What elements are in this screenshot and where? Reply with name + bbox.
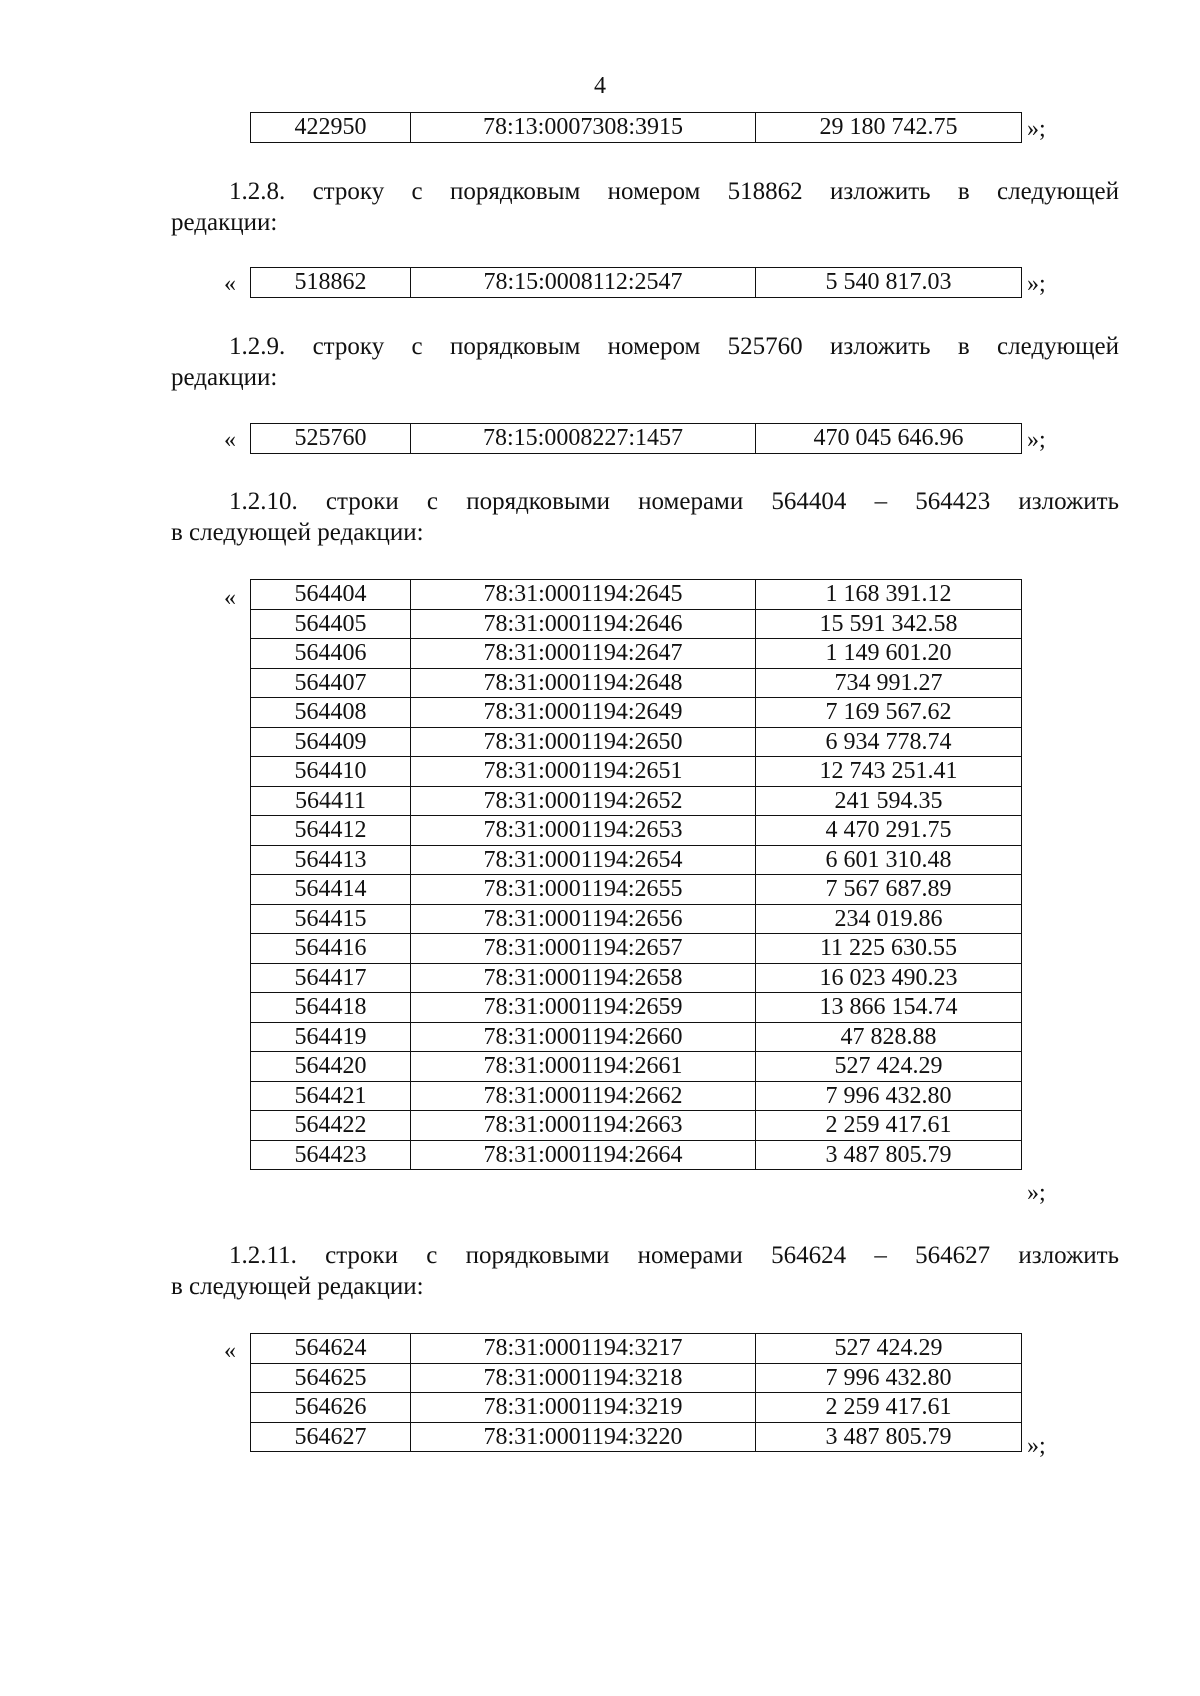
cadastral-number-cell: 78:31:0001194:2653	[411, 816, 756, 846]
table-row	[251, 1111, 1022, 1141]
close-quote: »;	[1027, 1433, 1046, 1459]
table-row	[251, 816, 1022, 846]
cadastral-number-cell: 78:31:0001194:2656	[411, 904, 756, 934]
cadastral-number-cell: 78:31:0001194:2645	[411, 580, 756, 610]
row-number-cell: 518862	[251, 268, 411, 298]
value-cell: 7 169 567.62	[756, 698, 1022, 728]
open-quote: «	[224, 271, 236, 297]
table-row	[251, 934, 1022, 964]
table-1-2-10	[250, 579, 1022, 1170]
cadastral-number-cell: 78:31:0001194:2663	[411, 1111, 756, 1141]
value-cell: 3 487 805.79	[756, 1140, 1022, 1170]
row-number-cell: 564627	[251, 1422, 411, 1452]
close-quote: »;	[1027, 427, 1046, 453]
row-number-cell: 564407	[251, 668, 411, 698]
table-row	[251, 786, 1022, 816]
table-row	[251, 757, 1022, 787]
cadastral-number-cell: 78:31:0001194:2654	[411, 845, 756, 875]
cadastral-number-cell: 78:31:0001194:2659	[411, 993, 756, 1023]
cadastral-number-cell: 78:31:0001194:2648	[411, 668, 756, 698]
table-row	[251, 668, 1022, 698]
row-number-cell: 564404	[251, 580, 411, 610]
cadastral-number-cell: 78:31:0001194:3217	[411, 1334, 756, 1364]
row-number-cell: 564406	[251, 639, 411, 669]
row-number-cell: 564625	[251, 1363, 411, 1393]
value-cell: 7 567 687.89	[756, 875, 1022, 905]
value-cell: 470 045 646.96	[756, 424, 1022, 454]
cadastral-number-cell: 78:15:0008227:1457	[411, 424, 756, 454]
cadastral-number-cell: 78:31:0001194:2649	[411, 698, 756, 728]
cadastral-number-cell: 78:31:0001194:2651	[411, 757, 756, 787]
row-number-cell: 564417	[251, 963, 411, 993]
table-row	[251, 268, 1022, 298]
cadastral-number-cell: 78:31:0001194:2662	[411, 1081, 756, 1111]
cadastral-number-cell: 78:15:0008112:2547	[411, 268, 756, 298]
row-number-cell: 564423	[251, 1140, 411, 1170]
cadastral-number-cell: 78:31:0001194:3218	[411, 1363, 756, 1393]
value-cell: 6 601 310.48	[756, 845, 1022, 875]
value-cell: 1 149 601.20	[756, 639, 1022, 669]
paragraph-line: в следующей редакции:	[171, 519, 424, 546]
value-cell: 12 743 251.41	[756, 757, 1022, 787]
close-quote: »;	[1027, 271, 1046, 297]
paragraph-line: 1.2.10. строки с порядковыми номерами 564404 – 564423 изложить	[229, 488, 1119, 515]
cadastral-number-cell: 78:31:0001194:2655	[411, 875, 756, 905]
value-cell: 7 996 432.80	[756, 1081, 1022, 1111]
cadastral-number-cell: 78:31:0001194:2652	[411, 786, 756, 816]
value-cell: 3 487 805.79	[756, 1422, 1022, 1452]
cadastral-number-cell: 78:31:0001194:3219	[411, 1393, 756, 1423]
paragraph-1-2-11	[171, 1240, 1119, 1302]
value-cell: 4 470 291.75	[756, 816, 1022, 846]
value-cell: 5 540 817.03	[756, 268, 1022, 298]
table-row	[251, 1081, 1022, 1111]
value-cell: 2 259 417.61	[756, 1111, 1022, 1141]
row-number-cell: 564416	[251, 934, 411, 964]
table-row	[251, 904, 1022, 934]
table-row	[251, 1393, 1022, 1423]
cadastral-number-cell: 78:31:0001194:2657	[411, 934, 756, 964]
table-row	[251, 424, 1022, 454]
row-number-cell: 564414	[251, 875, 411, 905]
row-number-cell: 564413	[251, 845, 411, 875]
row-number-cell: 564626	[251, 1393, 411, 1423]
paragraph-line: 1.2.11. строки с порядковыми номерами 564624 – 564627 изложить	[229, 1242, 1119, 1269]
value-cell: 734 991.27	[756, 668, 1022, 698]
table-row	[251, 580, 1022, 610]
paragraph-1-2-8	[171, 176, 1119, 238]
row-number-cell: 564411	[251, 786, 411, 816]
row-number-cell: 564412	[251, 816, 411, 846]
value-cell: 16 023 490.23	[756, 963, 1022, 993]
paragraph-1-2-10	[171, 486, 1119, 548]
table-row	[251, 698, 1022, 728]
paragraph-1-2-9	[171, 331, 1119, 393]
table-row	[251, 1422, 1022, 1452]
close-quote: »;	[1027, 116, 1046, 142]
cadastral-number-cell: 78:31:0001194:2660	[411, 1022, 756, 1052]
table-row	[251, 1334, 1022, 1364]
table-1-2-11	[250, 1333, 1022, 1452]
table-row	[251, 963, 1022, 993]
table-row	[251, 639, 1022, 669]
table-1-2-8	[250, 267, 1022, 298]
row-number-cell: 564415	[251, 904, 411, 934]
paragraph-line: 1.2.9. строку с порядковым номером 525760 изложить в следующей	[229, 333, 1119, 360]
value-cell: 15 591 342.58	[756, 609, 1022, 639]
row-number-cell: 564409	[251, 727, 411, 757]
value-cell: 2 259 417.61	[756, 1393, 1022, 1423]
table-row	[251, 993, 1022, 1023]
table-row	[251, 845, 1022, 875]
close-quote: »;	[1027, 1180, 1046, 1206]
paragraph-line: 1.2.8. строку с порядковым номером 518862 изложить в следующей	[229, 178, 1119, 205]
row-number-cell: 564422	[251, 1111, 411, 1141]
row-number-cell: 564624	[251, 1334, 411, 1364]
cadastral-number-cell: 78:31:0001194:2647	[411, 639, 756, 669]
cadastral-number-cell: 78:31:0001194:2661	[411, 1052, 756, 1082]
table-row	[251, 609, 1022, 639]
row-number-cell: 564420	[251, 1052, 411, 1082]
row-number-cell: 564418	[251, 993, 411, 1023]
cadastral-number-cell: 78:31:0001194:2646	[411, 609, 756, 639]
value-cell: 234 019.86	[756, 904, 1022, 934]
page-number: 4	[594, 73, 606, 99]
table-1-2-9	[250, 423, 1022, 454]
table-top	[250, 112, 1022, 143]
value-cell: 29 180 742.75	[756, 113, 1022, 143]
value-cell: 527 424.29	[756, 1334, 1022, 1364]
value-cell: 527 424.29	[756, 1052, 1022, 1082]
cadastral-number-cell: 78:31:0001194:2664	[411, 1140, 756, 1170]
row-number-cell: 564410	[251, 757, 411, 787]
open-quote: «	[224, 1338, 236, 1364]
table-row	[251, 1022, 1022, 1052]
cadastral-number-cell: 78:31:0001194:3220	[411, 1422, 756, 1452]
value-cell: 13 866 154.74	[756, 993, 1022, 1023]
table-row	[251, 113, 1022, 143]
value-cell: 11 225 630.55	[756, 934, 1022, 964]
table-row	[251, 875, 1022, 905]
cadastral-number-cell: 78:31:0001194:2650	[411, 727, 756, 757]
cadastral-number-cell: 78:31:0001194:2658	[411, 963, 756, 993]
paragraph-line: редакции:	[171, 364, 278, 391]
row-number-cell: 564405	[251, 609, 411, 639]
value-cell: 7 996 432.80	[756, 1363, 1022, 1393]
cadastral-number-cell: 78:13:0007308:3915	[411, 113, 756, 143]
open-quote: «	[224, 427, 236, 453]
table-row	[251, 1052, 1022, 1082]
paragraph-line: редакции:	[171, 209, 278, 236]
row-number-cell: 564421	[251, 1081, 411, 1111]
row-number-cell: 564419	[251, 1022, 411, 1052]
table-row	[251, 1363, 1022, 1393]
row-number-cell: 422950	[251, 113, 411, 143]
value-cell: 6 934 778.74	[756, 727, 1022, 757]
table-row	[251, 727, 1022, 757]
table-row	[251, 1140, 1022, 1170]
row-number-cell: 525760	[251, 424, 411, 454]
open-quote: «	[224, 585, 236, 611]
row-number-cell: 564408	[251, 698, 411, 728]
value-cell: 1 168 391.12	[756, 580, 1022, 610]
value-cell: 241 594.35	[756, 786, 1022, 816]
value-cell: 47 828.88	[756, 1022, 1022, 1052]
paragraph-line: в следующей редакции:	[171, 1273, 424, 1300]
